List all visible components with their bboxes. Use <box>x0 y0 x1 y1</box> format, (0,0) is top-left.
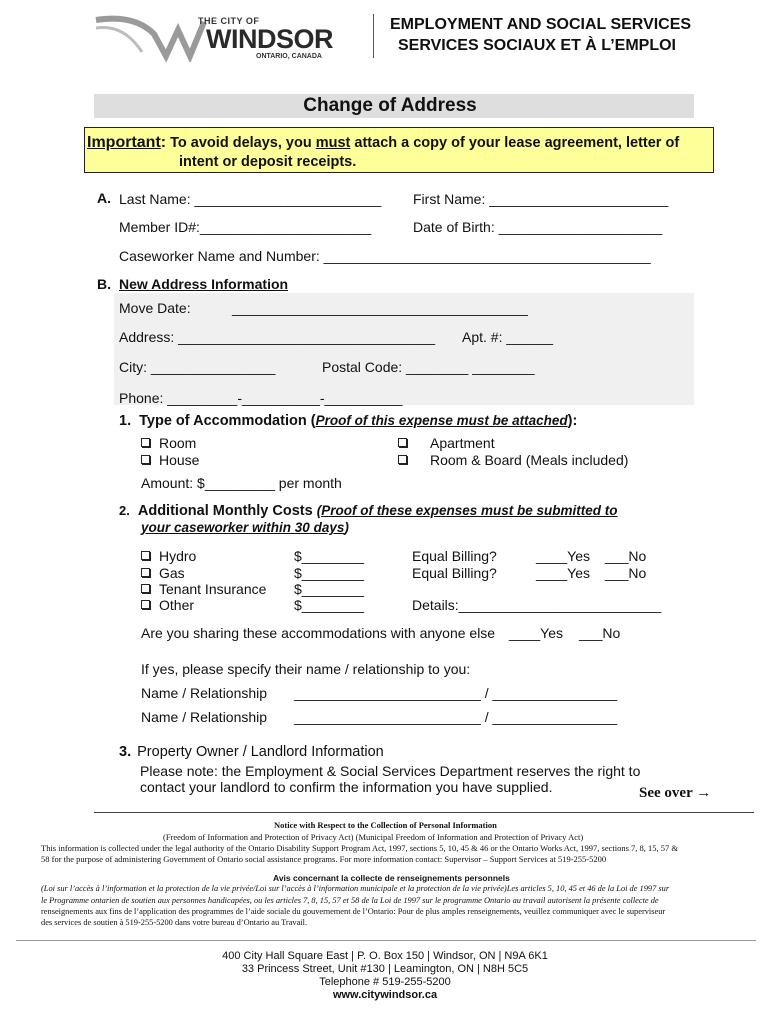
postal-code-field[interactable]: Postal Code: ________ ________ <box>322 359 535 375</box>
cost-hydro[interactable] <box>141 548 196 564</box>
important-notice <box>84 127 714 173</box>
option-apartment-label: Apartment <box>430 435 495 451</box>
equal-billing-hydro-no[interactable]: ___No <box>605 548 647 564</box>
first-name-field[interactable]: First Name: _______________________ <box>413 191 669 207</box>
equal-billing-hydro-label: Equal Billing? <box>412 548 497 564</box>
footer-address-2: 33 Princess Street, Unit #130 | Leamington, ON | N8H 5C5 <box>241 963 529 975</box>
city-field[interactable]: City: ________________ <box>119 359 276 375</box>
costs-title: Additional Monthly Costs <box>137 503 313 519</box>
cost-hydro-label: Hydro <box>159 548 197 564</box>
cost-gas-label: Gas <box>159 565 185 581</box>
costs-number: 2. <box>119 503 130 518</box>
title-bar <box>94 94 694 118</box>
details-field[interactable]: Details:__________________________ <box>412 597 662 613</box>
header-divider <box>373 14 374 58</box>
important-text-before: To avoid delays, you <box>170 135 312 151</box>
accommodation-paren-close: ): <box>567 413 578 429</box>
equal-billing-hydro-yes[interactable]: ____Yes <box>536 548 590 564</box>
name-relationship-label-1: Name / Relationship <box>141 685 268 701</box>
checkbox-icon[interactable] <box>141 600 150 609</box>
important-text-after: attach a copy of your lease agreement, letter of <box>354 135 680 151</box>
phone-field[interactable]: Phone: _________-__________-__________ <box>119 390 403 406</box>
footer <box>0 950 770 1002</box>
logo-windsor: WINDSOR <box>206 24 333 54</box>
equal-billing-gas-label: Equal Billing? <box>412 565 497 581</box>
sharing-no[interactable]: ___No <box>579 625 621 641</box>
equal-billing-gas-yes[interactable]: ____Yes <box>536 565 590 581</box>
other-amount-field[interactable]: $________ <box>294 597 365 613</box>
department-title-en: EMPLOYMENT AND SOCIAL SERVICES <box>390 16 692 33</box>
option-room[interactable] <box>141 435 196 451</box>
equal-billing-gas-no[interactable]: ___No <box>605 565 647 581</box>
move-date-field[interactable]: ______________________________________ <box>232 300 528 316</box>
important-colon: : <box>160 134 167 151</box>
option-room-board-label: Room & Board (Meals included) <box>430 452 629 468</box>
footer-website-link[interactable]: www.citywindsor.ca <box>332 989 438 1001</box>
hydro-amount-field[interactable]: $________ <box>294 548 365 564</box>
date-of-birth-field[interactable]: Date of Birth: _____________________ <box>413 219 663 235</box>
costs-proof-note-1: (Proof of these expenses must be submitted to <box>316 503 618 518</box>
checkbox-icon[interactable] <box>141 455 150 464</box>
checkbox-icon[interactable] <box>141 438 150 447</box>
notice-title: Notice with Respect to the Collection of Personal Information <box>274 820 497 830</box>
amount-field[interactable]: Amount: $_________ per month <box>141 475 342 491</box>
caseworker-field[interactable]: Caseworker Name and Number: __________________________________________ <box>119 248 651 264</box>
footer-rule <box>16 940 756 941</box>
owner-title: Property Owner / Landlord Information <box>137 744 384 760</box>
accommodation-number: 1. <box>119 413 132 429</box>
section-b-title: New Address Information <box>119 276 289 292</box>
see-over-link[interactable]: See over → <box>639 785 712 801</box>
cost-other-label: Other <box>159 597 195 613</box>
important-must: must <box>315 135 351 151</box>
last-name-field[interactable]: Last Name: ________________________ <box>119 191 382 207</box>
owner-note-2: contact your landlord to confirm the information you have supplied. <box>140 779 553 795</box>
checkbox-icon[interactable] <box>141 568 150 577</box>
cost-other[interactable] <box>141 597 194 613</box>
checkbox-icon[interactable] <box>398 455 407 464</box>
checkbox-icon[interactable] <box>141 584 150 593</box>
footer-address-1: 400 City Hall Square East | P. O. Box 150 | Windsor, ON | N9A 6K1 <box>222 950 548 962</box>
important-line2: intent or deposit receipts. <box>179 154 357 170</box>
notice-top-rule <box>94 812 754 813</box>
option-room-label: Room <box>159 435 197 451</box>
page-title: Change of Address <box>303 95 477 116</box>
accommodation-paren-open: ( <box>310 413 316 429</box>
city-logo <box>94 12 334 62</box>
logo-the-city-of: THE CITY OF <box>198 16 260 26</box>
department-title-fr: SERVICES SOCIAUX ET À L’EMPLOI <box>398 37 676 54</box>
checkbox-icon[interactable] <box>398 438 407 447</box>
move-date-label: Move Date: <box>119 300 191 316</box>
checkbox-icon[interactable] <box>141 551 150 560</box>
section-a-letter: A. <box>97 190 111 206</box>
notice-line-1: (Freedom of Information and Protection of Privacy Act) (Municipal Freedom of Information and Protection of Privacy Act) <box>163 832 584 842</box>
name-relationship-field-1[interactable]: ________________________ / ________________ <box>294 685 618 701</box>
cost-tenant-insurance-label: Tenant Insurance <box>159 581 267 597</box>
if-yes-instruction: If yes, please specify their name / relationship to you: <box>141 661 471 677</box>
notice-fr-line-3: renseignements aux fins de l’application des programmes de l’aide sociale du gouvernement de l’Ontario: Pour de plus amples renseignements, veuillez communiquer avec le superviseur <box>41 907 666 916</box>
footer-telephone: Telephone # 519-255-5200 <box>319 976 451 988</box>
option-apartment[interactable] <box>398 435 495 451</box>
name-relationship-field-2[interactable]: ________________________ / ________________ <box>294 709 618 725</box>
sharing-question: Are you sharing these accommodations with anyone else <box>141 625 496 641</box>
option-house[interactable] <box>141 452 199 468</box>
important-label: Important <box>87 134 161 151</box>
costs-proof-note-2: your caseworker within 30 days <box>141 520 345 535</box>
member-id-field[interactable]: Member ID#:______________________ <box>119 219 372 235</box>
section-b-letter: B. <box>97 276 111 292</box>
accommodation-title: Type of Accommodation <box>139 413 307 429</box>
notice-fr-line-2: le Programme ontarien de soutien aux personnes handicapées, ou les articles 7, 8, 15, 57 et 58 de la Loi de 1997 sur le programme Ontario au travail autorisent la présente collecte de <box>41 896 659 905</box>
notice-fr-title: Avis concernant la collecte de renseignements personnels <box>273 873 510 883</box>
address-field[interactable]: Address: _________________________________ <box>119 329 436 345</box>
notice-fr-line-4: des services de soutien à 519-255-5200 dans votre bureau d’Ontario au Travail. <box>41 918 308 927</box>
name-relationship-label-2: Name / Relationship <box>141 709 268 725</box>
logo-region: ONTARIO, CANADA <box>256 53 322 60</box>
option-room-board[interactable] <box>398 452 628 468</box>
cost-tenant-insurance[interactable] <box>141 581 266 597</box>
tenant-insurance-amount-field[interactable]: $________ <box>294 581 365 597</box>
gas-amount-field[interactable]: $________ <box>294 565 365 581</box>
notice-fr-line-1: (Loi sur l’accès à l’information et la protection de la vie privée/Loi sur l’accès à l’information municipale et la protection de la vie privée)Les articles 5, 10, 45 et 46 de la Loi de 1997 sur <box>41 884 670 893</box>
notice-line-2: This information is collected under the legal authority of the Ontario Disability Support Program Act, 1997, sections 5, 10, 45 & 46 or the Ontario Works Act, 1997, sections 7, 8, 15, 57 & <box>41 843 679 853</box>
sharing-yes[interactable]: ____Yes <box>509 625 563 641</box>
option-house-label: House <box>159 452 200 468</box>
notice-line-3: 58 for the purpose of administering Government of Ontario social assistance programs. For more information contact: Supervisor – Support Services at 519-255-5200 <box>41 854 607 864</box>
owner-number: 3. <box>119 744 132 760</box>
cost-gas[interactable] <box>141 565 185 581</box>
apt-field[interactable]: Apt. #: ______ <box>462 329 554 345</box>
accommodation-proof-note: Proof of this expense must be attached <box>315 413 568 428</box>
costs-proof-note-close: ) <box>344 520 349 535</box>
owner-note-1: Please note: the Employment & Social Services Department reserves the right to <box>140 763 641 779</box>
